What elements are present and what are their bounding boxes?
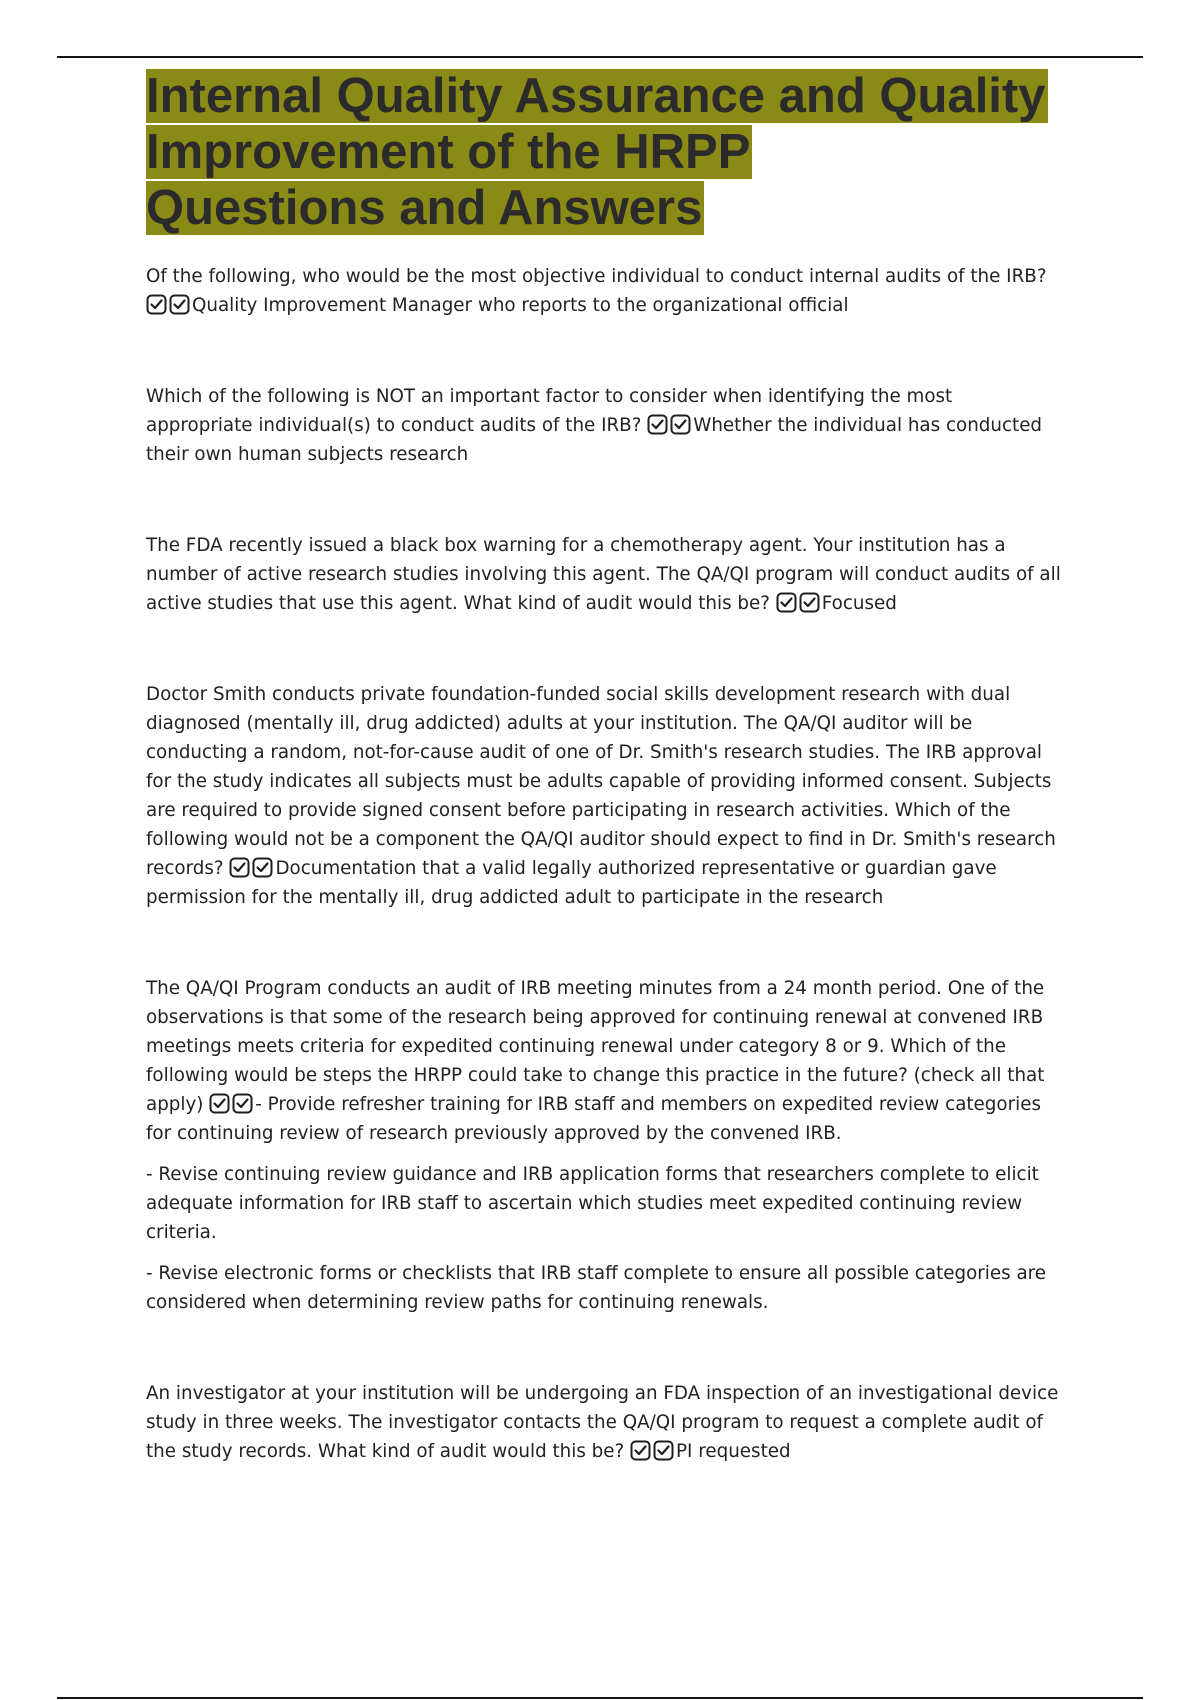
checked-box-icon xyxy=(653,1440,674,1461)
answer-text: Documentation that a valid legally authorized representative or guardian gave permission for the mentally ill, drug addicted adult to participate in the research xyxy=(146,858,997,908)
qa-item xyxy=(146,382,1061,469)
qa-item xyxy=(146,262,1061,320)
checked-box-icon xyxy=(630,1440,651,1461)
question-text: An investigator at your institution will be undergoing an FDA inspection of an investigational device study in three weeks. The investigator contacts the QA/QI program to request a complete audit of the study records. What kind of audit would this be? xyxy=(146,1383,1059,1462)
title-line: Improvement of the HRPP xyxy=(146,125,751,179)
qa-paragraph xyxy=(146,262,1061,320)
checked-box-icon xyxy=(169,294,190,315)
checked-box-icon xyxy=(776,592,797,613)
title-line: Questions and Answers xyxy=(146,181,703,235)
answer-text: - Provide refresher training for IRB staff and members on expedited review categories for continuing review of research previously approved by the convened IRB. xyxy=(146,1094,1041,1144)
checked-box-icon xyxy=(209,1093,230,1114)
answer-continuation: - Revise continuing review guidance and IRB application forms that researchers complete to elicit adequate information for IRB staff to ascertain which studies meet expedited continuing review criteria. xyxy=(146,1164,1039,1243)
checked-box-icon xyxy=(670,414,691,435)
qa-paragraph xyxy=(146,382,1061,469)
qa-item xyxy=(146,974,1061,1317)
answer-text: Focused xyxy=(821,593,897,614)
checked-box-icon xyxy=(647,414,668,435)
qa-paragraph xyxy=(146,1379,1061,1466)
footer-rule xyxy=(57,1697,1143,1699)
qa-paragraph xyxy=(146,531,1061,618)
qa-list xyxy=(146,262,1061,1528)
qa-item xyxy=(146,680,1061,912)
question-text: Doctor Smith conducts private foundation-funded social skills development research with dual diagnosed (mentally ill, drug addicted) adults at your institution. The QA/QI auditor will be conducting a random, not-for-cause audit of one of Dr. Smith's research studies. The IRB approval for the study indicates all subjects must be adults capable of providing informed consent. Subjects are required to provide signed consent before participating in research activities. Which of the following would not be a component the QA/QI auditor should expect to find in Dr. Smith's research records? xyxy=(146,684,1056,879)
checked-box-icon xyxy=(229,857,250,878)
checked-box-icon xyxy=(146,294,167,315)
question-text: The FDA recently issued a black box warning for a chemotherapy agent. Your institution has a number of active research studies involving this agent. The QA/QI program will conduct audits of all active studies that use this agent. What kind of audit would this be? xyxy=(146,535,1061,614)
qa-paragraph xyxy=(146,974,1061,1148)
title-line: Internal Quality Assurance and Quality xyxy=(146,69,1046,123)
question-text: The QA/QI Program conducts an audit of IRB meeting minutes from a 24 month period. One of the observations is that some of the research being approved for continuing renewal at convened IRB meetings meets criteria for expedited continuing renewal under category 8 or 9. Which of the following would be steps the HRPP could take to change this practice in the future? (check all that apply) xyxy=(146,978,1045,1115)
question-text: Which of the following is NOT an important factor to consider when identifying the most appropriate individual(s) to conduct audits of the IRB? xyxy=(146,386,953,436)
qa-paragraph xyxy=(146,680,1061,912)
qa-item xyxy=(146,1379,1061,1466)
checked-box-icon xyxy=(252,857,273,878)
answer-text: Quality Improvement Manager who reports to the organizational official xyxy=(192,295,849,316)
qa-item xyxy=(146,531,1061,618)
question-text: Of the following, who would be the most objective individual to conduct internal audits of the IRB? xyxy=(146,266,1047,287)
checked-box-icon xyxy=(799,592,820,613)
answer-text: Whether the individual has conducted their own human subjects research xyxy=(146,415,1043,465)
checked-box-icon xyxy=(232,1093,253,1114)
document-title xyxy=(146,68,1096,236)
answer-continuation: - Revise electronic forms or checklists that IRB staff complete to ensure all possible categories are considered when determining review paths for continuing renewals. xyxy=(146,1263,1047,1313)
header-rule xyxy=(57,56,1143,58)
answer-text: PI requested xyxy=(676,1441,791,1462)
